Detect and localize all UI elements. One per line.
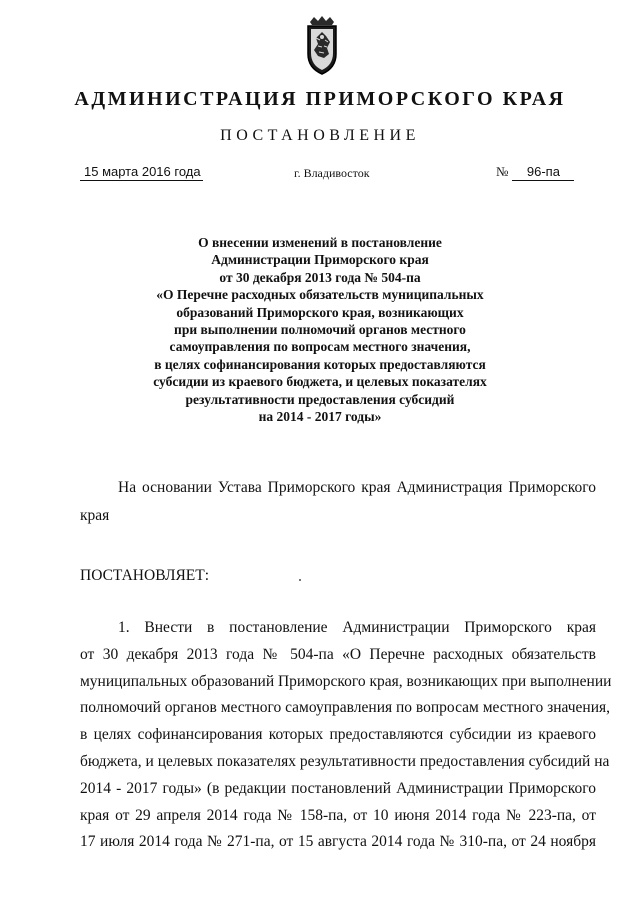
paragraph-1 [80, 618, 612, 859]
heading-line: на 2014 - 2017 годы» [258, 409, 382, 425]
heading-line: от 30 декабря 2013 года № 504-па [219, 269, 421, 285]
paragraph-line: 17 июля 2014 года № 271-па, от 15 августа 2014 года № 310-па, от 24 ноября [80, 833, 596, 851]
basis-text: На основании Устава Приморского края Администрация Приморского [118, 479, 596, 496]
paragraph-line: полномочий органов местного самоуправления по вопросам местного значения, [80, 699, 611, 717]
document-heading [120, 234, 520, 425]
heading-line: самоуправления по вопросам местного значения, [169, 339, 471, 355]
scan-speck [299, 579, 301, 581]
document-type: ПОСТАНОВЛЕНИЕ [220, 127, 420, 144]
paragraph-line: муниципальных образований Приморского края, возникающих при выполнении [80, 672, 612, 690]
number-label: № [496, 164, 509, 179]
decree-word: ПОСТАНОВЛЯЕТ: [80, 567, 210, 584]
heading-line: результативности предоставления субсидий [185, 391, 455, 407]
document-city: г. Владивосток [294, 166, 370, 180]
paragraph-line: бюджета, и целевых показателях результативности предоставления субсидий на [80, 752, 610, 770]
document-number-block [496, 164, 574, 181]
heading-line: Администрации Приморского края [211, 252, 429, 268]
paragraph-line: в целях софинансирования которых предоставляются субсидии из краевого [80, 726, 596, 744]
basis-text-continuation: края [80, 507, 110, 524]
heading-line: «О Перечне расходных обязательств муниципальных [156, 287, 484, 303]
coat-of-arms-tiger-icon [302, 16, 342, 76]
heading-line: образований Приморского края, возникающих [176, 304, 464, 320]
document-date: 15 марта 2016 года [80, 164, 203, 181]
paragraph-line: края от 29 апреля 2014 года № 158-па, от 10 июня 2014 года № 223-па, от [80, 806, 596, 824]
paragraph-line: от 30 декабря 2013 года № 504-па «О Перечне расходных обязательств [80, 645, 596, 663]
heading-line: субсидии из краевого бюджета, и целевых показателях [153, 374, 487, 390]
heading-line: О внесении изменений в постановление [198, 235, 442, 250]
document-meta-row [0, 164, 640, 186]
organization-title: АДМИНИСТРАЦИЯ ПРИМОРСКОГО КРАЯ [74, 88, 566, 110]
basis-text-line [80, 478, 596, 498]
heading-line: при выполнении полномочий органов местного [174, 322, 466, 338]
paragraph-line: 1. Внести в постановление Администрации Приморского края [118, 619, 596, 636]
paragraph-line: 2014 - 2017 годы» (в редакции постановлений Администрации Приморского [80, 779, 596, 797]
document-number: 96-па [512, 164, 574, 181]
heading-line: в целях софинансирования которых предоставляются [154, 356, 486, 372]
